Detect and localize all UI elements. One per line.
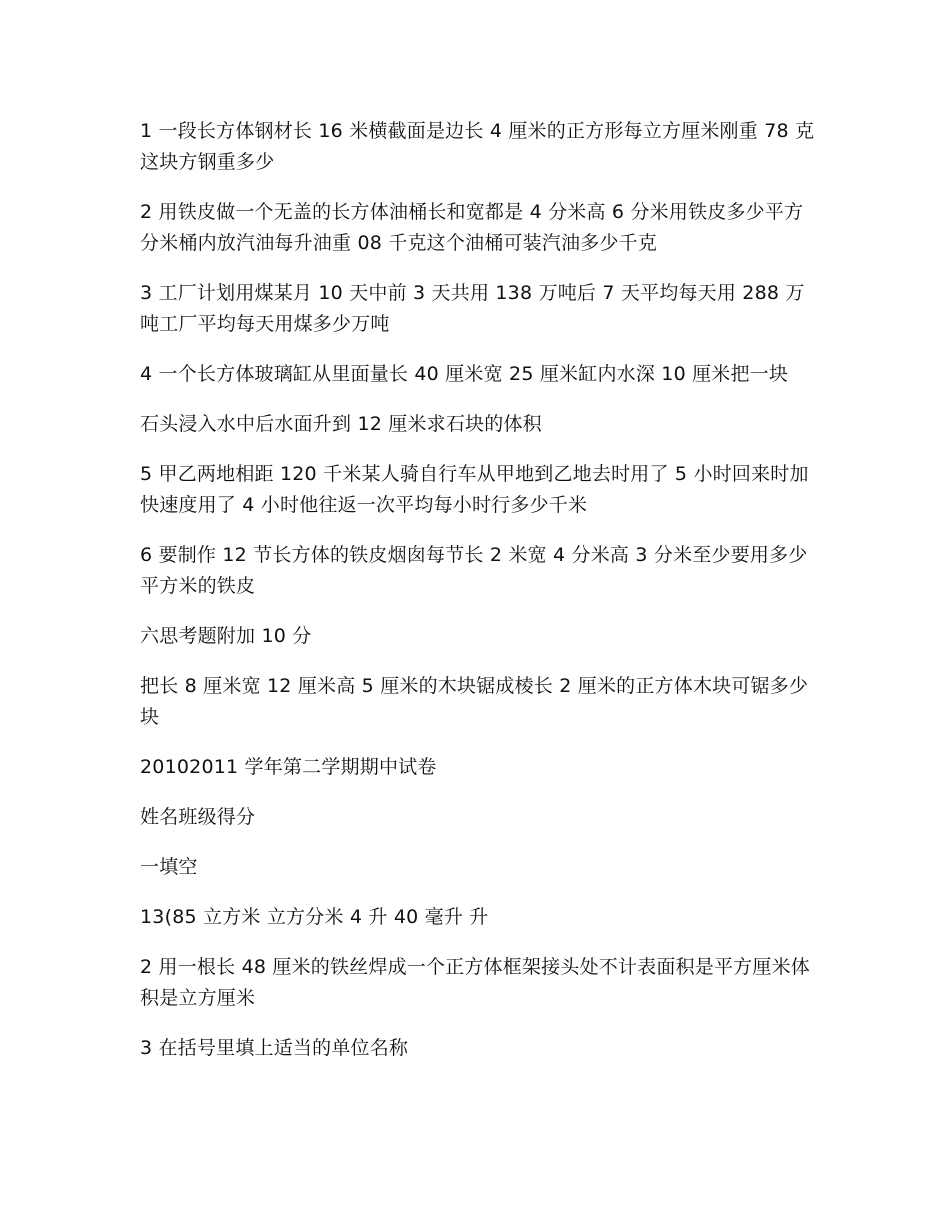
fill-blank-3-text: 3 在括号里填上适当的单位名称	[140, 1037, 409, 1059]
student-info-line: 姓名班级得分	[140, 806, 256, 828]
problem-2-text: 2 用铁皮做一个无盖的长方体油桶长和宽都是 4 分米高 6 分米用铁皮多少平方分米桶内放汽油每升油重 08 千克这个油桶可装汽油多少千克	[140, 201, 804, 254]
problem-6-text: 6 要制作 12 节长方体的铁皮烟囱每节长 2 米宽 4 分米高 3 分米至少要用多少平方米的铁皮	[140, 544, 808, 597]
problem-4-text: 4 一个长方体玻璃缸从里面量长 40 厘米宽 25 厘米缸内水深 10 厘米把一块	[140, 363, 789, 385]
problem-1-text: 1 一段长方体钢材长 16 米横截面是边长 4 厘米的正方形每立方厘米刚重 78 克这块方钢重多少	[140, 120, 815, 173]
fill-blank-2-text: 2 用一根长 48 厘米的铁丝焊成一个正方体框架接头处不计表面积是平方厘米体积是立方厘米	[140, 956, 810, 1009]
exam-title: 20102011 学年第二学期期中试卷	[140, 756, 437, 778]
fill-blank-1-text: 13(85 立方米 立方分米 4 升 40 毫升 升	[140, 906, 489, 928]
problem-5-text: 5 甲乙两地相距 120 千米某人骑自行车从甲地到乙地去时用了 5 小时回来时加快速度用了 4 小时他往返一次平均每小时行多少千米	[140, 463, 809, 516]
bonus-problem-text: 把长 8 厘米宽 12 厘米高 5 厘米的木块锯成棱长 2 厘米的正方体木块可锯多少块	[140, 675, 809, 728]
section-heading-bonus: 六思考题附加 10 分	[140, 625, 312, 647]
section-heading-fill-blank: 一填空	[140, 856, 198, 878]
problem-3-text: 3 工厂计划用煤某月 10 天中前 3 天共用 138 万吨后 7 天平均每天用 288 万吨工厂平均每天用煤多少万吨	[140, 282, 805, 335]
problem-4-continuation: 石头浸入水中后水面升到 12 厘米求石块的体积	[140, 413, 542, 435]
